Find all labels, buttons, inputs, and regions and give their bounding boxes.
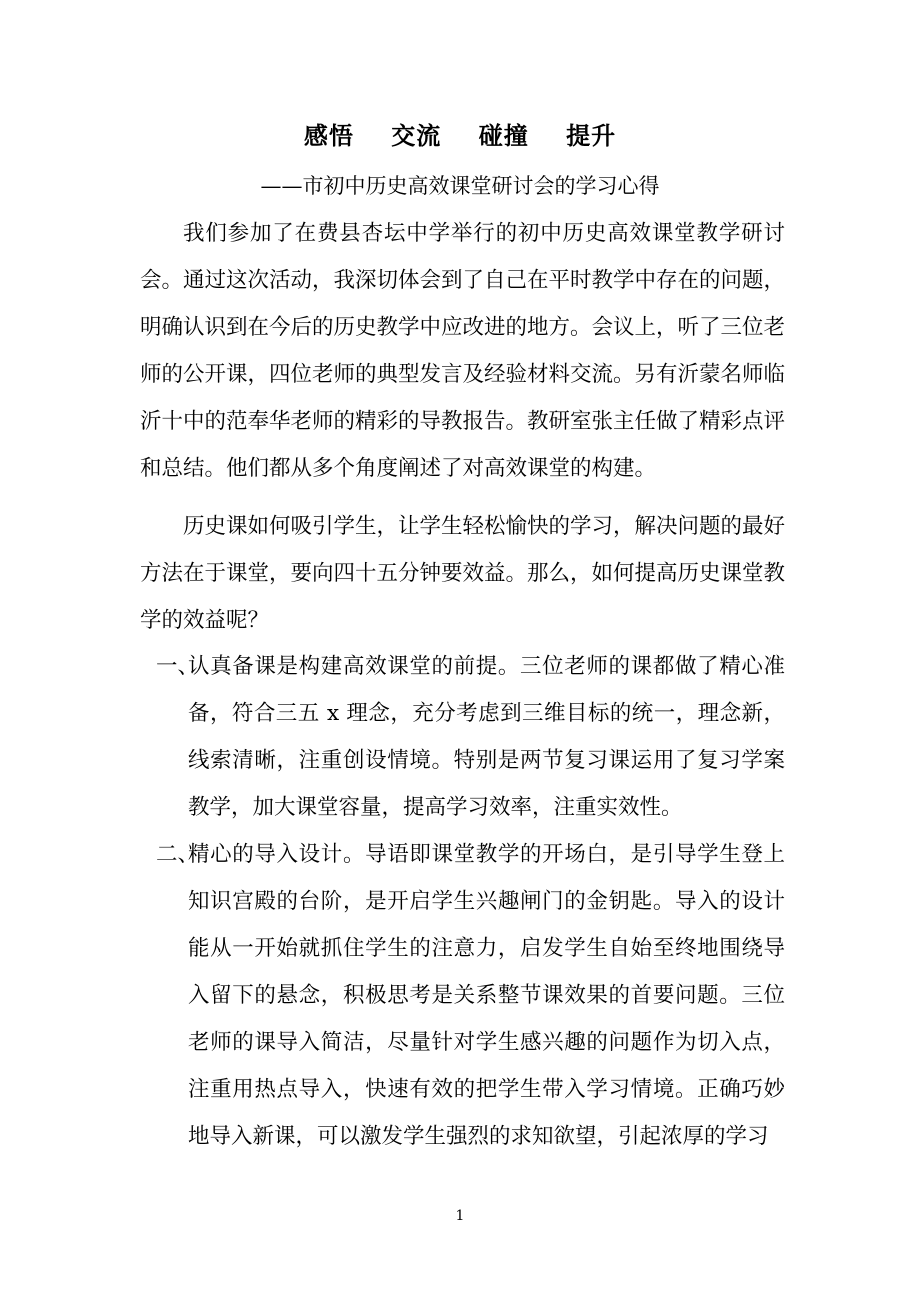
list-item	[140, 831, 785, 1160]
document-title: 感悟 交流 碰撞 提升	[303, 121, 617, 150]
list-item-text: 精心的导入设计。导语即课堂教学的开场白，是引导学生登上知识宫殿的台阶，是开启学生兴趣闸门的金钥匙。导入的设计能从一开始就抓住学生的注意力，启发学生自始至终地围绕导入留下的悬念，积极思考是关系整节课效果的首要问题。三位老师的课导入简洁，尽量针对学生感兴趣的问题作为切入点，注重用热点导入，快速有效的把学生带入学习情境。正确巧妙地导入新课，可以激发学生强烈的求知欲望，引起浓厚的学习	[188, 842, 785, 1149]
document-subtitle: ——市初中历史高效课堂研讨会的学习心得	[260, 174, 660, 198]
list-marker: 一、	[156, 654, 200, 679]
numbered-list	[140, 643, 785, 1160]
list-item-text: 认真备课是构建高效课堂的前提。三位老师的课都做了精心准备，符合三五 x 理念，充分考虑到三维目标的统一，理念新，线索清晰，注重创设情境。特别是两节复习课运用了复习学案教学，加大课堂容量，提高学习效率，注重实效性。	[188, 654, 785, 820]
page-number: 1	[455, 1208, 465, 1224]
list-item	[140, 643, 785, 831]
list-marker: 二、	[156, 842, 200, 867]
body-paragraph: 我们参加了在费县杏坛中学举行的初中历史高效课堂教学研讨会。通过这次活动，我深切体会到了自己在平时教学中存在的问题，明确认识到在今后的历史教学中应改进的地方。会议上，听了三位老师的公开课，四位老师的典型发言及经验材料交流。另有沂蒙名师临沂十中的范奉华老师的精彩的导教报告。教研室张主任做了精彩点评和总结。他们都从多个角度阐述了对高效课堂的构建。	[140, 221, 786, 481]
document-body	[140, 210, 785, 644]
body-paragraph: 历史课如何吸引学生，让学生轻松愉快的学习，解决问题的最好方法在于课堂，要向四十五分钟要效益。那么，如何提高历史课堂教学的效益呢？	[140, 514, 786, 633]
